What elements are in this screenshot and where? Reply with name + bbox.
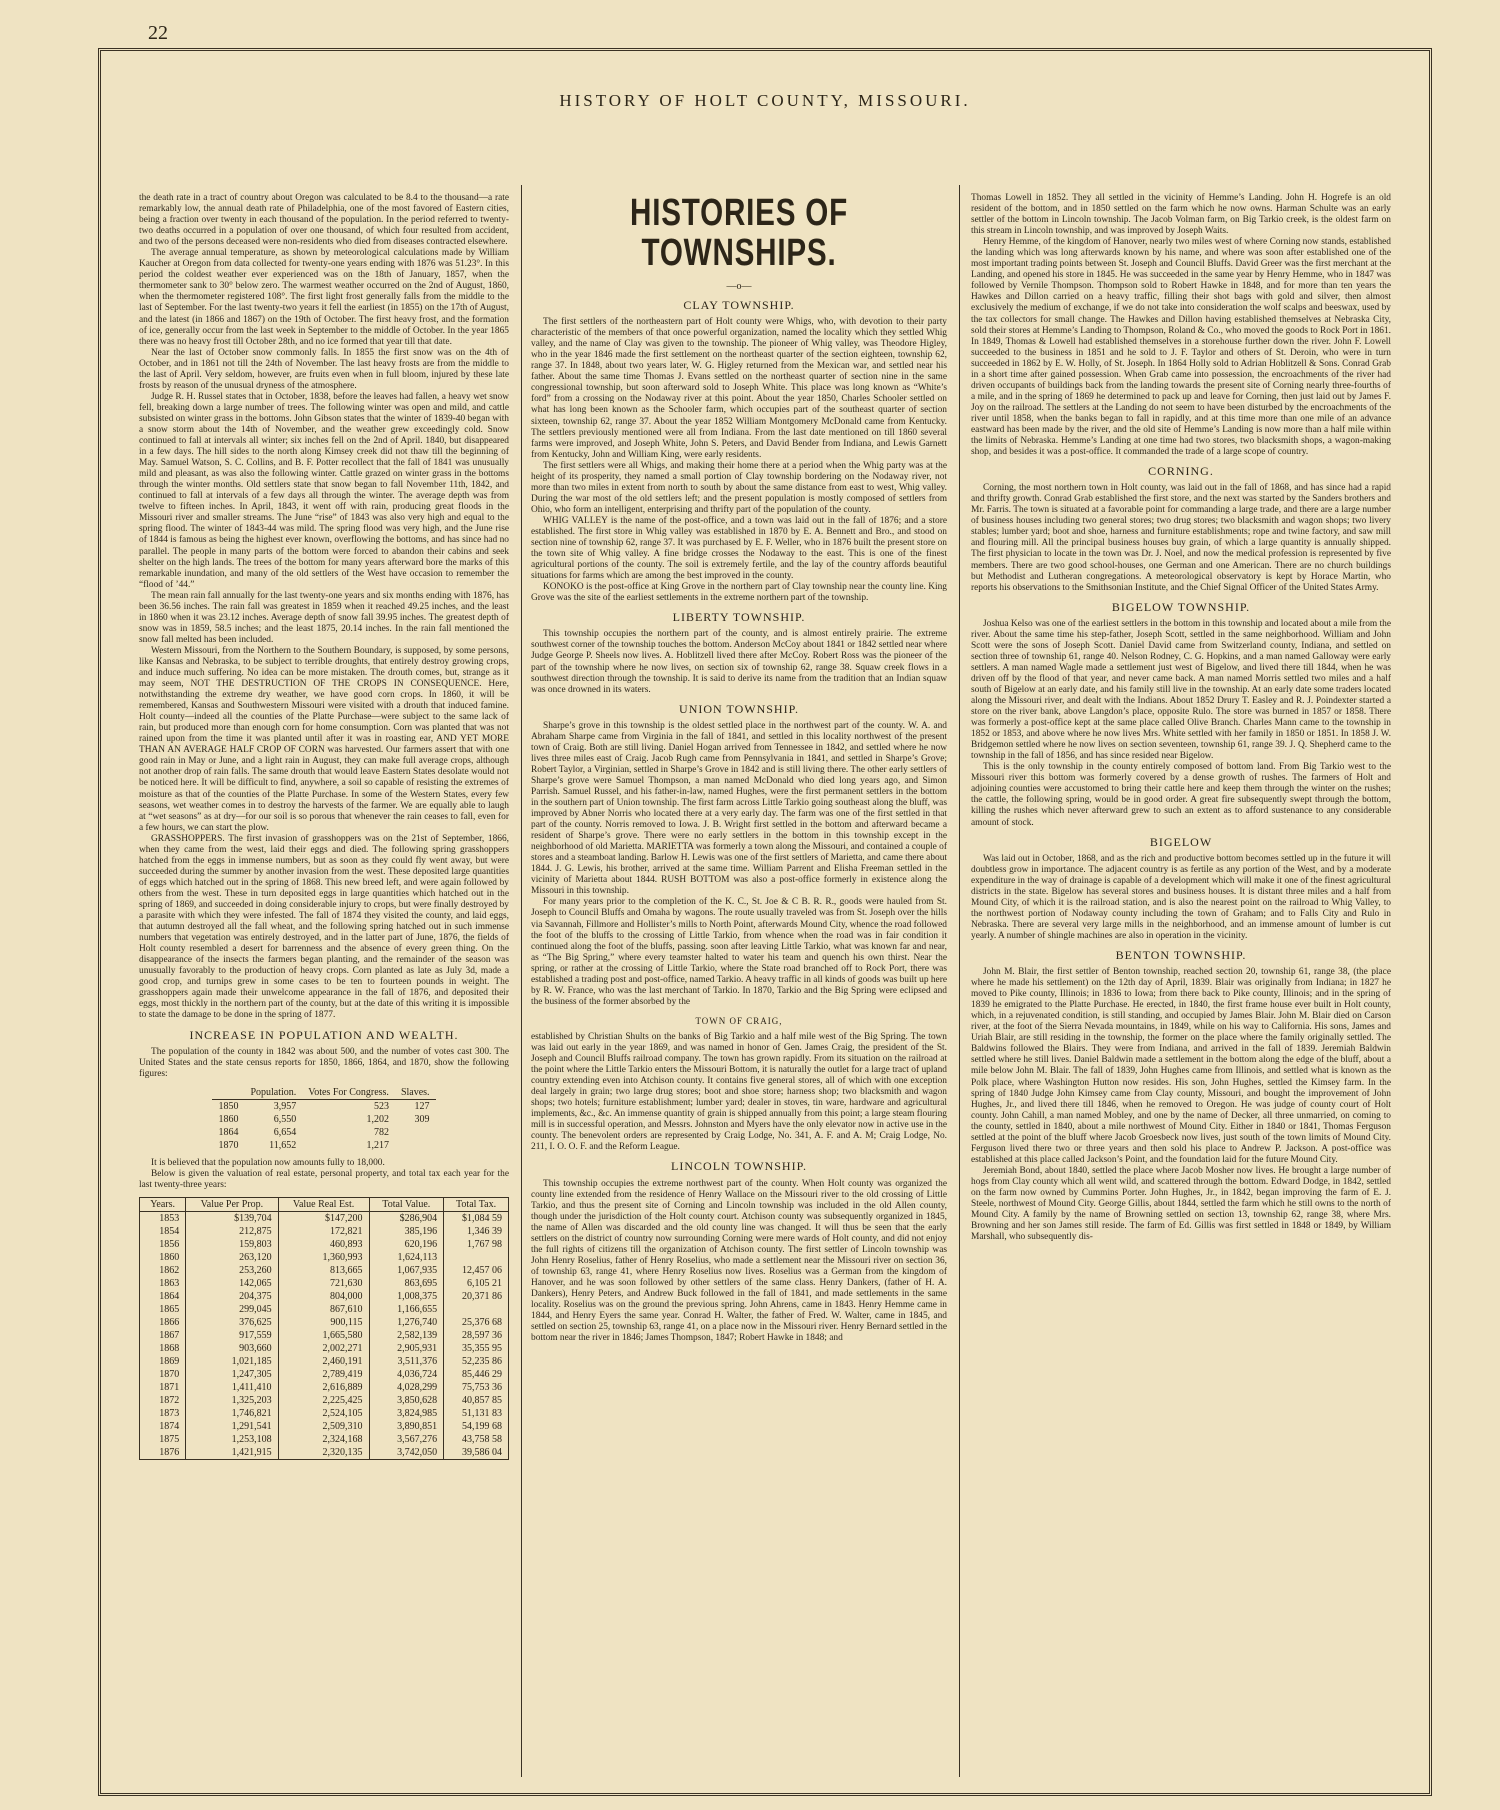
- table-header-cell: Total Value.: [369, 1197, 444, 1211]
- valuation-cell: $147,200: [278, 1211, 369, 1225]
- valuation-cell: 1854: [140, 1225, 186, 1238]
- population-table: [212, 1086, 435, 1152]
- valuation-cell: 460,893: [278, 1238, 369, 1251]
- valuation-cell: 2,002,271: [278, 1342, 369, 1355]
- column-rule: [521, 185, 522, 1777]
- valuation-cell: 867,610: [278, 1303, 369, 1316]
- paragraph: the death rate in a tract of country about Oregon was calculated to be 8.4 to the thousand—a rate remarkably low, the annual death rate of Philadelphia, one of the most favored of Eastern cities, being a fraction over twenty in each thousand of the population. In the period referred to twenty-two deaths occurred in a population of over one thousand, of which four resulted from accident, and two of the persons deceased were non-residents who died from diseases contracted elsewhere.: [139, 193, 509, 248]
- valuation-cell: 159,803: [186, 1238, 278, 1251]
- section-heading: TOWN OF CRAIG,: [695, 1015, 783, 1026]
- valuation-cell: 1872: [140, 1394, 186, 1407]
- paragraph: This township occupies the extreme northwest part of the county. When Holt county was organized the county line extended from the residence of Henry Wallace on the Missouri river to the old crossing of Little Tarkio, and thus the present site of Corning and Lincoln township was included in the old Allen county, though under the jurisdiction of the Holt county court. Atchison county was subsequently organized in 1845, the name of Allen was discarded and the old county line was changed. It will thus be seen that the early settlers on the district of country now surrounding Corning were mere wards of Holt county, and did not enjoy the full rights of citizens till the organization of Atchison county. The first settler of Lincoln township was John Henry Roselius, father of Henry Roselius, who made a settlement near the Missouri river on section 36, of township 63, range 41, where Henry Roselius now lives. Roselius was a German from the kingdom of Hanover, and he was soon followed by other settlers of the same class. Henry Dankers, (father of H. A. Dankers), Henry Peters, and Andrew Buck followed in the fall of 1841, and made settlements in the same locality. Roselius was on the ground the previous spring. John Ahrens, came in 1843. Henry Hemme came in 1844, and Henry Eyers the same year. Conrad H. Walter, the father of Fred. W. Walter, came in 1845, and settled on section 25, township 63, range 41, on a place now in the Missouri river. Henry Bernard settled in the bottom near the river in 1846; James Thompson, 1847; Robert Hawke in 1848; and: [531, 1178, 947, 1344]
- valuation-cell: 172,821: [278, 1225, 369, 1238]
- table-row: [140, 1446, 509, 1460]
- valuation-cell: 299,045: [186, 1303, 278, 1316]
- table-row: [140, 1277, 509, 1290]
- valuation-cell: 1864: [140, 1290, 186, 1303]
- population-cell: 1,202: [366, 1113, 389, 1125]
- valuation-cell: 903,660: [186, 1342, 278, 1355]
- table-row: [140, 1238, 509, 1251]
- valuation-cell: 52,235 86: [444, 1355, 509, 1368]
- valuation-cell: 385,196: [369, 1225, 444, 1238]
- paragraph: established by Christian Shults on the banks of Big Tarkio and a half mile west of the Big Spring. The town was laid out early in the year 1869, and was named in honor of Gen. James Craig, the president of the St. Joseph and Council Bluffs railroad company. The town has grown rapidly. From its situation on the railroad at the point where the Little Tarkio enters the Missouri Bottom, it is naturally the outlet for a large tract of upland country extending even into Atchison county. It contains five general stores, all of which with one exception deal largely in grain; two large drug stores; boot and shoe store; harness shop; two blacksmith and wagon shops; two hotels; furniture establishment; lumber yard; dealer in stoves, tin ware, hardware and agricultural implements, &c., &c. An immense quantity of grain is shipped annually from this point; a large steam flouring mill is in successful operation, and Messrs. Johnston and Myers have the only elevator now in active use in the county. The benevolent orders are represented by Craig Lodge, No. 341, A. F. and A. M; Craig Lodge, No. 211, I. O. O. F. and the Reform League.: [531, 1031, 947, 1153]
- middle-column: [531, 193, 947, 1777]
- valuation-cell: 1871: [140, 1381, 186, 1394]
- table-header-cell: Total Tax.: [444, 1197, 509, 1211]
- valuation-cell: 1869: [140, 1355, 186, 1368]
- valuation-cell: 263,120: [186, 1251, 278, 1264]
- table-header-cell: Population.: [244, 1086, 302, 1100]
- table-row: [140, 1264, 509, 1277]
- valuation-cell: 3,890,851: [369, 1420, 444, 1433]
- valuation-cell: 1876: [140, 1446, 186, 1460]
- valuation-cell: 1867: [140, 1329, 186, 1342]
- valuation-cell: 1,360,993: [278, 1251, 369, 1264]
- valuation-cell: 1856: [140, 1238, 186, 1251]
- valuation-cell: 1,291,541: [186, 1420, 278, 1433]
- valuation-cell: 75,753 36: [444, 1381, 509, 1394]
- table-row: [140, 1407, 509, 1420]
- population-cell: 6,654: [273, 1126, 297, 1138]
- paragraph: The average annual temperature, as shown by meteorological calculations made by William Kaucher at Oregon from data collected for twenty-one years ending with 1876 was 51.23°. In this period the coldest weather ever experienced was on the 18th of January, 1857, when the thermometer sank to 30° below zero. The warmest weather occurred on the 2nd of August, 1860, when the thermometer registered 108°. The first light frost generally falls from the middle to the last of September. For the last twenty-two years it fell the earliest (in 1855) on the 17th of August, and the latest (in 1866 and 1867) on the 19th of October. The first heavy frost, and the formation of ice, generally occur from the last week in September to the middle of October. In the year 1865 there was no heavy frost till October 28th, and no ice formed that year till that date.: [139, 248, 509, 347]
- paragraph: This township occupies the northern part of the county, and is almost entirely prairie. The extreme southwest corner of the township touches the bottom. Anderson McCoy about 1841 or 1842 settled near where Judge George P. Sheels now lives. A. Hoblitzell lived there after McCoy. Robert Ross was the pioneer of the part of the township where he now lives, on section six of township 62, range 38. Squaw creek flows in a southwest direction through the township. It is said to derive its name from the tradition that an Indian squaw was once drowned in its waters.: [531, 629, 947, 695]
- section-heading: LINCOLN TOWNSHIP.: [671, 1159, 807, 1174]
- section-heading: INCREASE IN POPULATION AND WEALTH.: [189, 1027, 459, 1042]
- valuation-cell: 142,065: [186, 1277, 278, 1290]
- valuation-cell: 3,511,376: [369, 1355, 444, 1368]
- table-row: [140, 1381, 509, 1394]
- valuation-cell: 1,253,108: [186, 1433, 278, 1446]
- valuation-cell: 2,524,105: [278, 1407, 369, 1420]
- population-cell: 309: [414, 1113, 430, 1125]
- valuation-cell: 212,875: [186, 1225, 278, 1238]
- valuation-cell: 3,850,628: [369, 1394, 444, 1407]
- ornament: —o—: [726, 281, 752, 292]
- valuation-cell: 3,742,050: [369, 1446, 444, 1460]
- valuation-cell: [444, 1251, 509, 1264]
- valuation-cell: 2,582,139: [369, 1329, 444, 1342]
- table-row: [140, 1251, 509, 1264]
- valuation-cell: 1,247,305: [186, 1368, 278, 1381]
- population-cell: 1864: [218, 1126, 239, 1138]
- section-heading: BIGELOW: [1149, 834, 1213, 849]
- population-cell: [395, 1139, 436, 1152]
- valuation-cell: 1875: [140, 1433, 186, 1446]
- table-row: [140, 1211, 509, 1225]
- section-heading: BIGELOW TOWNSHIP.: [1111, 599, 1251, 614]
- table-row: [212, 1139, 435, 1152]
- valuation-cell: 1,411,410: [186, 1381, 278, 1394]
- valuation-cell: 1866: [140, 1316, 186, 1329]
- section-heading: UNION TOWNSHIP.: [679, 701, 799, 716]
- valuation-cell: 85,446 29: [444, 1368, 509, 1381]
- table-row: [140, 1394, 509, 1407]
- valuation-cell: 28,597 36: [444, 1329, 509, 1342]
- valuation-cell: 1,008,375: [369, 1290, 444, 1303]
- valuation-cell: 1,421,915: [186, 1446, 278, 1460]
- page-frame: [98, 48, 1432, 1796]
- valuation-cell: 51,131 83: [444, 1407, 509, 1420]
- population-cell: 1850: [218, 1100, 239, 1112]
- paragraph: This is the only township in the county entirely composed of bottom land. From Big Tarkio west to the Missouri river this bottom was formerly covered by a dense growth of rushes. The farmers of Holt and adjoining counties were accustomed to bring their cattle here and keep them through the winter on the rushes; the cattle, the following spring, would be in good order. A great fire subsequently swept through the bottom, killing the rushes which never afterward grew to such an extent as to afford sustenance to any considerable amount of stock.: [971, 762, 1391, 828]
- right-column: [971, 193, 1391, 1777]
- page-number: 22: [148, 22, 168, 44]
- valuation-cell: 721,630: [278, 1277, 369, 1290]
- valuation-cell: 1,276,740: [369, 1316, 444, 1329]
- valuation-table: [139, 1197, 509, 1460]
- valuation-cell: 1,746,821: [186, 1407, 278, 1420]
- valuation-cell: 20,371 86: [444, 1290, 509, 1303]
- population-cell: 11,652: [269, 1139, 297, 1151]
- population-cell: 1870: [218, 1139, 239, 1151]
- valuation-cell: 813,665: [278, 1264, 369, 1277]
- paragraph: The first settlers were all Whigs, and making their home there at a period when the Whig party was at the height of its prosperity, they named a small portion of Clay township bordering on the Nodaway river, not more than two miles in extent from north to south by about the same distance from east to west, Whig valley. During the war most of the old settlers left; and the present population is mostly composed of settlers from Ohio, who form an intelligent, enterprising and thrifty part of the population of the county.: [531, 460, 947, 515]
- valuation-cell: 43,758 58: [444, 1433, 509, 1446]
- valuation-cell: 900,115: [278, 1316, 369, 1329]
- valuation-cell: 40,857 85: [444, 1394, 509, 1407]
- section-heading: CORNING.: [1148, 464, 1214, 479]
- left-column: [139, 193, 509, 1777]
- paragraph: The population of the county in 1842 was about 500, and the number of votes cast 300. The United States and the state census reports for 1850, 1866, 1864, and 1870, show the following figures:: [139, 1046, 509, 1079]
- column-rule: [959, 185, 960, 1777]
- valuation-cell: 2,616,889: [278, 1381, 369, 1394]
- valuation-cell: 1,624,113: [369, 1251, 444, 1264]
- paragraph: Corning, the most northern town in Holt county, was laid out in the fall of 1868, and has since had a rapid and thrifty growth. Conrad Grab established the first store, and the next was started by the Sanders brothers and Mr. Farris. The town is situated at a favorable point for commanding a large trade, and there are a large number of business houses including two general stores; two drug stores; two blacksmith and wagon shops; two livery stables; lumber yard; boot and shoe, harness and furniture establishments; rope and twine factory, and saw mill and flouring mill. All the principal business houses buy grain, of which a large quantity is annually shipped. The first physician to locate in the town was Dr. J. Noel, and now the medical profession is represented by five members. There are two good school-houses, one German and one American. There are no church buildings but Methodist and Lutheran congregations. A meteorological observatory is kept by Horace Martin, who reports his observations to the Smithsonian Institute, and the Chief Signal Officer of the United States Army.: [971, 483, 1391, 593]
- table-header-cell: Years.: [140, 1197, 186, 1211]
- table-row: [140, 1342, 509, 1355]
- paragraph: Joshua Kelso was one of the earliest settlers in the bottom in this township and located about a mile from the river. About the same time his step-father, Joseph Scott, settled in the same neighborhood. William and John Scott were the sons of Joseph Scott. Daniel David came from Switzerland county, Indiana, and settled on section three of township 61, range 40. Nelson Rodney, C. G. Hopkins, and a man named Galloway were early settlers. A man named Wagle made a settlement just west of Bigelow, and lived there till 1844, when he was driven off by the flood of that year, and never came back. A man named Morris settled two miles and a half south of Bigelow at an early date, and his family still live in the township. At an early date some traders located along the Missouri river, and dealt with the Indians. About 1852 Drury T. Easley and R. J. Poindexter started a store on the river bank, above Langdon’s place, opposite Rulo. The store was burned in 1857 or 1858. There was formerly a post-office kept at the same place called Olive Branch. Charles Mann came to the township in 1852 or 1853, and above where he now lives Mrs. White settled with her family in 1850 or 1851. In 1858 J. W. Bridgemon settled where he now lives on section seventeen, township 61, range 39. J. Q. Shepherd came to the township in the fall of 1856, and has since resided near Bigelow.: [971, 618, 1391, 762]
- valuation-cell: 2,324,168: [278, 1433, 369, 1446]
- valuation-cell: 1874: [140, 1420, 186, 1433]
- section-heading: LIBERTY TOWNSHIP.: [672, 610, 806, 625]
- valuation-cell: $1,084 59: [444, 1211, 509, 1225]
- paragraph: Jeremiah Bond, about 1840, settled the place where Jacob Mosher now lives. He brought a large number of hogs from Clay county which all went wild, and scattered through the bottom. Edward Dodge, in 1842, settled on the farm now owned by Cummins Porter. John Hughes, Jr., in 1842, began improving the farm of E. J. Steele, northwest of Mound City. George Gillis, about 1844, settled the farm which he still owns to the north of Mound City. A family by the name of Browning settled on section 13, township 62, range 38, where Mrs. Browning and her son James still reside. The farm of Ed. Gillis was first settled in 1848 or 1849, by William Marshall, who subsequently dis-: [971, 1165, 1391, 1243]
- paragraph: Was laid out in October, 1868, and as the rich and productive bottom becomes settled up in the future it will doubtless grow in importance. The adjacent country is as fertile as any portion of the West, and by a moderate expenditure in the way of drainage is capable of a development which will make it one of the finest agricultural districts in the state. Bigelow has several stores and business houses. It is distant three miles and a half from Mound City, of which it is the railroad station, and is also the nearest point on the railroad to Whig Valley, to the northwest portion of Nodaway county including the town of Graham; and to Falls City and Rulo in Nebraska. There are several very large mills in the neighborhood, and an immense amount of lumber is cut yearly. A number of shingle machines are also in operation in the vicinity.: [971, 853, 1391, 941]
- valuation-cell: 25,376 68: [444, 1316, 509, 1329]
- population-cell: 127: [414, 1100, 430, 1112]
- paragraph: The mean rain fall annually for the last twenty-one years and six months ending with 1876, has been 36.56 inches. The rain fall was greatest in 1859 when it reached 49.25 inches, and the least in 1860 when it was 23.12 inches. Average depth of snow fall 39.95 inches. The greatest depth of snow was in 1859, 58.5 inches; and the least 1875, 20.14 inches. In the rain fall mentioned the snow fall melted has been included.: [139, 590, 509, 645]
- population-cell: 1,217: [366, 1139, 389, 1151]
- valuation-cell: 1853: [140, 1211, 186, 1225]
- valuation-cell: 1,346 39: [444, 1225, 509, 1238]
- valuation-cell: 1870: [140, 1368, 186, 1381]
- paragraph: WHIG VALLEY is the name of the post-office, and a town was laid out in the fall of 1876; and a store established. The first store in Whig valley was established in 1870 by E. A. Bennett and Bro., and stood on section nine of township 62, range 37. It was purchased by E. F. Weller, who in 1876 built the present store on the town site of Whig valley. A fine bridge crosses the Nodaway to the east. This is one of the finest agricultural portions of the county. The soil is extremely fertile, and the lay of the country affords beautiful situations for farms which are among the best improved in the county.: [531, 515, 947, 582]
- valuation-cell: [444, 1303, 509, 1316]
- table-header-cell: Value Real Est.: [278, 1197, 369, 1211]
- section-heading: CLAY TOWNSHIP.: [683, 298, 795, 313]
- paragraph: GRASSHOPPERS. The first invasion of grasshoppers was on the 21st of September, 1866, when they came from the west, laid their eggs and died. The following spring grasshoppers hatched from the eggs in immense numbers, but as soon as they could fly went away, but were succeeded during the summer by another invasion from the west. These deposited large quantities of eggs which hatched out in the spring of 1868. This new breed left, and were again followed by others from the west. These in turn deposited eggs in large quantities which hatched out in the spring of 1869, and succeeded in doing considerable injury to crops, but were finally destroyed by a parasite with which they were infested. The fall of 1874 they visited the county, and laid eggs, that autumn destroyed all the fall wheat, and the following spring hatched out in such immense numbers that vegetation was entirely destroyed, and in the latter part of June, 1876, the fields of Holt county resembled a desert for barrenness and the absence of every green thing. On the disappearance of the insects the farmers began planting, and the remainder of the season was unusually favorably to the production of heavy crops. Corn planted as late as July 3d, made a good crop, and turnips grew in some cases to be ten to fourteen pounds in weight. The grasshoppers again made their unwelcome appearance in the fall of 1876, and deposited their eggs, most thickly in the northern part of the county, but at the date of this writing it is impossible to state the damage to be done in the spring of 1877.: [139, 833, 509, 1021]
- valuation-cell: 1,067,935: [369, 1264, 444, 1277]
- table-header-cell: [212, 1086, 244, 1100]
- paragraph: It is believed that the population now amounts fully to 18,000.: [151, 1157, 385, 1168]
- valuation-cell: 2,460,191: [278, 1355, 369, 1368]
- valuation-cell: 204,375: [186, 1290, 278, 1303]
- table-row: [140, 1225, 509, 1238]
- table-header-cell: Votes For Congress.: [302, 1086, 395, 1100]
- paragraph: Judge R. H. Russel states that in October, 1838, before the leaves had fallen, a heavy wet snow fell, breaking down a large number of trees. The following winter was open and mild, and cattle subsisted on winter grass in the bottoms. John Gibson states that the winter of 1839-40 began with a snow storm about the 14th of November, and the weather grew exceedingly cold. Snow continued to fall at intervals all winter; six inches fell on the 2nd of April. 1840, but disappeared in a few days. The hill sides to the north along Kimsey creek did not thaw till the beginning of May. Samuel Watson, S. C. Collins, and B. F. Potter recollect that the fall of 1841 was unusually mild and pleasant, as was also the following winter. Cattle grazed on winter grass in the bottoms through the winter months. Old settlers state that snow began to fall November 11th, 1842, and continued to fall at intervals of a few days all through the winter. The average depth was from twelve to fifteen inches. In April, 1843, it went off with rain, producing great floods in the Missouri river and smaller streams. The June “rise” of 1843 was also very high and equal to the spring flood. The winter of 1843-44 was mild. The spring flood was very high, and the June rise of 1844 is famous as being the highest ever known, overflowing the bottoms, and has since had no parallel. The people in many parts of the bottom were forced to abandon their cabins and seek shelter on the high lands. The trees of the bottom for many years afterward bore the marks of this remarkable inundation, and many of the old settlers of the West have occasion to remember the “flood of ’44.”: [139, 391, 509, 590]
- population-cell: 523: [373, 1100, 389, 1112]
- paragraph: The first settlers of the northeastern part of Holt county were Whigs, who, with devotion to their party characteristic of the members of that once powerful organization, named the locality which they settled Whig valley, and the name of Clay was given to the township. The pioneer of Whig valley, was Theodore Higley, who in the year 1846 made the first settlement on the northeast quarter of the section eighteen, township 62, range 37. In 1848, about two years later, W. G. Higley returned from the Mexican war, and settled near his father. About the same time Thomas J. Evans settled on the northeast quarter of section nine in the same congressional township, but soon afterward sold to Joseph White. This place was long known as “White’s ford” from a crossing on the Nodaway river at this point. About the year 1850, Charles Schooler settled on what has long been known as the Schooler farm, which occupies part of the southeast quarter of section sixteen, township 62, range 37. About the year 1852 William Montgomery McDonald came from Kentucky. The settlers previously mentioned were all from Indiana. From the last date mentioned on till 1860 several farms were improved, and Joseph White, John S. Peters, and David Bender from Indiana, and Lewis Garnett from Kentucky, John and William King, were early residents.: [531, 317, 947, 460]
- valuation-cell: 1,021,185: [186, 1355, 278, 1368]
- population-cell: 782: [373, 1126, 389, 1138]
- valuation-cell: 4,028,299: [369, 1381, 444, 1394]
- population-cell: 3,957: [273, 1100, 297, 1112]
- table-row: [140, 1316, 509, 1329]
- valuation-cell: 804,000: [278, 1290, 369, 1303]
- valuation-cell: 3,567,276: [369, 1433, 444, 1446]
- page-title: HISTORIES OF TOWNSHIPS.: [630, 193, 848, 274]
- valuation-cell: 2,225,425: [278, 1394, 369, 1407]
- population-cell: 1860: [218, 1113, 239, 1125]
- paragraph: Western Missouri, from the Northern to the Southern Boundary, is supposed, by some persons, like Kansas and Nebraska, to be subject to terrible droughts, that entirely destroy growing crops, and induce much suffering. No idea can be more mistaken. The drouth comes, but, strange as it may seem, NOT THE DESTRUCTION OF THE CROPS IN CONSEQUENCE. Here, notwithstanding the extreme dry weather, we have good corn crops. In 1860, it will be remembered, Kansas and Southwestern Missouri were visited with a drouth that induced famine. Holt county—indeed all the counties of the Platte Purchase—were subject to the same lack of rain, but produced more than enough corn for home consumption. Corn was planted that was not rained upon from the time it was planted until after it was in roasting ear, AND YET MORE THAN AN AVERAGE HALF CROP OF CORN was harvested. Our farmers assert that with one good rain in May or June, and a light rain in August, they can make full average crops, although not another drop of rain falls. The same drouth that would leave Eastern States desolate would not be noticed here. It will be difficult to find, anywhere, a soil so capable of resisting the extremes of moisture as that of the counties of the Platte Purchase. In some of the Western States, every few seasons, wet weather comes in to destroy the harvests of the farmer. We are equally able to laugh at “wet seasons” as at dry—for our soil is so porous that whenever the rain ceases to fall, even for a few hours, we can start the plow.: [139, 645, 509, 833]
- valuation-cell: 3,824,985: [369, 1407, 444, 1420]
- paragraph: For many years prior to the completion of the K. C., St. Joe & C B. R. R., goods were hauled from St. Joseph to Council Bluffs and Omaha by wagons. The route usually traveled was from St. Joseph over the hills via Savannah, Fillmore and Hollister’s mills to North Point, afterwards Mound City, whence the road followed the foot of the bluffs to the crossing of Little Tarkio, from whence when the road was in fair condition it continued along the foot of the bluffs, passing. soon after leaving Little Tarkio, what was known far and near, as “The Big Spring,” where every teamster halted to water his team and quench his own thirst. Near the spring, or rather at the crossing of Little Tarkio, where the State road branched off to Rock Port, there was established a trading post and post-office, named Tarkio. A heavy traffic in all kinds of goods was built up here by R. W. France, who was the last merchant of Tarkio. In 1870, Tarkio and the Big Spring were eclipsed and the business of the former absorbed by the: [531, 897, 947, 1007]
- table-row: [140, 1420, 509, 1433]
- table-row: [212, 1099, 435, 1113]
- paragraph: KONOKO is the post-office at King Grove in the northern part of Clay township near the county line. King Grove was the site of the earliest settlements in the extreme northern part of the township.: [531, 582, 947, 604]
- section-heading: BENTON TOWNSHIP.: [1115, 948, 1247, 962]
- valuation-cell: 2,905,931: [369, 1342, 444, 1355]
- valuation-cell: 54,199 68: [444, 1420, 509, 1433]
- valuation-cell: 253,260: [186, 1264, 278, 1277]
- table-row: [140, 1433, 509, 1446]
- paragraph: Below is given the valuation of real estate, personal property, and total tax each year for the last twenty-three years:: [139, 1168, 509, 1190]
- valuation-cell: 1862: [140, 1264, 186, 1277]
- running-head: HISTORY OF HOLT COUNTY, MISSOURI.: [559, 91, 971, 110]
- paragraph: Sharpe’s grove in this township is the oldest settled place in the northwest part of the county. W. A. and Abraham Sharpe came from Virginia in the fall of 1841, and settled in this locality northwest of the present town of Craig. Both are still living. Daniel Hogan arrived from Tennessee in 1842, and settled where he now lives three miles east of Craig. Jacob Rugh came from Pennsylvania in 1841, and settled in Sharpe’s Grove; Robert Taylor, a Virginian, settled in Sharpe’s Grove in 1842 and is still living there. The other early settlers of Sharpe’s grove were Samuel Thompson, a man named McDonald who died long years ago, and Simon Parrish. Samuel Russel, and his father-in-law, named Hughes, were the first permanent settlers in the bottom in the southern part of Union township. The first farm across Little Tarkio going southeast along the bluff, was improved by Abner Norris who located there at a very early day. The farm was one of the first settled in that part of the county. Norris removed to Iowa. J. B. Wright first settled in the bottom and afterward became a resident of Sharpe’s grove. There were no early settlers in the bottom in this township except in the neighborhood of old Marietta. MARIETTA was formerly a town along the Missouri, and contained a couple of stores and a steamboat landing. Barlow H. Lewis was one of the first settlers of Marietta, and came there about 1844. J. G. Lewis, his brother, arrived at the same time. William Parrent and Elisha Freeman settled in the vicinity of Marietta about 1844. RUSH BOTTOM was also a post-office formerly in existence along the Missouri in this township.: [531, 720, 947, 897]
- table-row: [212, 1126, 435, 1139]
- valuation-cell: 39,586 04: [444, 1446, 509, 1460]
- valuation-cell: 35,355 95: [444, 1342, 509, 1355]
- paragraph: John M. Blair, the first settler of Benton township, reached section 20, township 61, range 38, (the place where he made his settlement) on the 12th day of April, 1839. Blair was originally from Indiana; in 1827 he moved to Pike county, Illinois; in 1836 to Iowa; from there back to Pike county, Illinois; and in the spring of 1839 he emigrated to the Platte Purchase. He erected, in 1840, the first frame house ever built in Holt county, which, in a rejuvenated condition, is still standing, and occupied by James Blair. John M. Blair died on Carson river, at the foot of the Sierra Nevada mountains, in 1849, while on his way to California. His sons, James and Uriah Blair, are still residing in the township, the former on the place where the family originally settled. The Baldwins followed the Blairs. They were from Indiana, and arrived in the fall of 1839. Jeremiah Baldwin settled where he still lives. Daniel Baldwin made a settlement in the bottom along the edge of the bluff, about a mile below John M. Blair. The fall of 1839, John Hughes came from Illinois, and settled what is known as the Polk place, where Washington Hutton now resides. His son, John Hughes, settled the Kimsey farm. In the spring of 1840 Judge John Kimsey came from Clay county, Missouri, and bought the improvement of John Hughes, Jr., and lived there till 1846, when he removed to Oregon. He was judge of county court of Holt county. John Cahill, a man named Mobley, and one by the name of Decker, all three unmarried, on coming to the county, settled in 1840, about a mile northwest of Mound City. Either in 1840 or 1841, Thomas Ferguson settled at the point of the bluff where Jacob Groesbeck now lives, just south of the town limits of Mound City. Ferguson lived there two or three years and then sold his place to Andrew P. Jackson. A post-office was established at this place called Jackson’s Point, and the foundation laid for the future Mound City.: [971, 967, 1391, 1165]
- valuation-cell: 1868: [140, 1342, 186, 1355]
- valuation-cell: 1860: [140, 1251, 186, 1264]
- table-row: [140, 1303, 509, 1316]
- valuation-cell: 1,166,655: [369, 1303, 444, 1316]
- valuation-cell: 1,325,203: [186, 1394, 278, 1407]
- valuation-cell: $139,704: [186, 1211, 278, 1225]
- paragraph: Thomas Lowell in 1852. They all settled in the vicinity of Hemme’s Landing. John H. Hogrefe is an old resident of the bottom, and in 1850 settled on the farm which he now owns. Harman Schulte was an early settler of the bottom in Lincoln township. The Jacob Volman farm, on Big Tarkio creek, is the oldest farm on this stream in Lincoln township, and was improved by Joseph Waits.: [971, 193, 1391, 237]
- valuation-cell: 4,036,724: [369, 1368, 444, 1381]
- table-row: [140, 1355, 509, 1368]
- population-cell: [395, 1126, 436, 1139]
- population-cell: 6,550: [273, 1113, 297, 1125]
- valuation-cell: 2,320,135: [278, 1446, 369, 1460]
- table-row: [212, 1113, 435, 1126]
- valuation-cell: 1865: [140, 1303, 186, 1316]
- valuation-cell: 1873: [140, 1407, 186, 1420]
- valuation-cell: 12,457 06: [444, 1264, 509, 1277]
- table-row: [140, 1368, 509, 1381]
- paragraph: Near the last of October snow commonly falls. In 1855 the first snow was on the 4th of October, and in 1861 not till the 24th of November. The last heavy frosts are from the middle to the last of April. Very seldom, however, are fruits even when in full bloom, injured by these late frosts by reason of the unusual dryness of the atmosphere.: [139, 347, 509, 391]
- valuation-cell: 2,509,310: [278, 1420, 369, 1433]
- valuation-cell: 1,665,580: [278, 1329, 369, 1342]
- valuation-cell: 1863: [140, 1277, 186, 1290]
- valuation-cell: 2,789,419: [278, 1368, 369, 1381]
- table-row: [140, 1329, 509, 1342]
- valuation-cell: 6,105 21: [444, 1277, 509, 1290]
- table-header-cell: Slaves.: [395, 1086, 436, 1100]
- valuation-cell: 863,695: [369, 1277, 444, 1290]
- valuation-cell: 376,625: [186, 1316, 278, 1329]
- valuation-cell: 620,196: [369, 1238, 444, 1251]
- table-header-cell: Value Per Prop.: [186, 1197, 278, 1211]
- valuation-cell: 1,767 98: [444, 1238, 509, 1251]
- paragraph: Henry Hemme, of the kingdom of Hanover, nearly two miles west of where Corning now stands, established the landing which was long afterwards known by his name, and where was soon after established one of the most important trading points between St. Joseph and Council Bluffs. David Greer was the first merchant at the Landing, and opened his store in 1845. He was succeeded in the same year by Henry Hemme, who in 1847 was followed by Vernile Thompson. Thompson sold to Robert Hawke in 1848, and for more than ten years the Hawkes and Dillon carried on a heavy traffic, filling their shot bags with gold and silver, then almost exclusively the medium of exchange, if we do not take into consideration the wolf scalps and beeswax, used by the tax collectors for small change. The Hawkes and Dillon having established themselves at Nebraska City, sold their stores at Hemme’s Landing to Thompson, Roland & Co., who moved the goods to Rock Port in 1861. In 1849, Thomas & Lowell had established themselves in a storehouse further down the river. John F. Lowell succeeded to the business in 1851 and he sold to J. F. Taylor and others of St. Deroin, who were in turn succeeded in 1862 by E. W. Holly, of St. Joseph. In 1864 Holly sold to Adrian Hoblitzell & Sons. Conrad Grab in a short time after gained possession. When Grab came into possession, the encroachments of the river had driven occupants of buildings back from the landing towards the present site of Corning nearly three-fourths of a mile, and in the spring of 1869 he determined to pack up and leave for Corning, then just laid out by James F. Joy on the railroad. The settlers at the Landing do not seem to have been disturbed by the encroachments of the river until 1858, when the banks began to fall in rapidly, and at this time more than one mile of an advance eastward has been made by the river, and the old site of Hemme’s Landing is now more than a half mile within the limits of Nebraska. Hemme’s Landing at one time had two stores, two blacksmith shops, a wagon-making shop, and besides it was a post-office. It commanded the trade of a large scope of country.: [971, 237, 1391, 458]
- valuation-cell: $286,904: [369, 1211, 444, 1225]
- table-row: [140, 1290, 509, 1303]
- valuation-cell: 917,559: [186, 1329, 278, 1342]
